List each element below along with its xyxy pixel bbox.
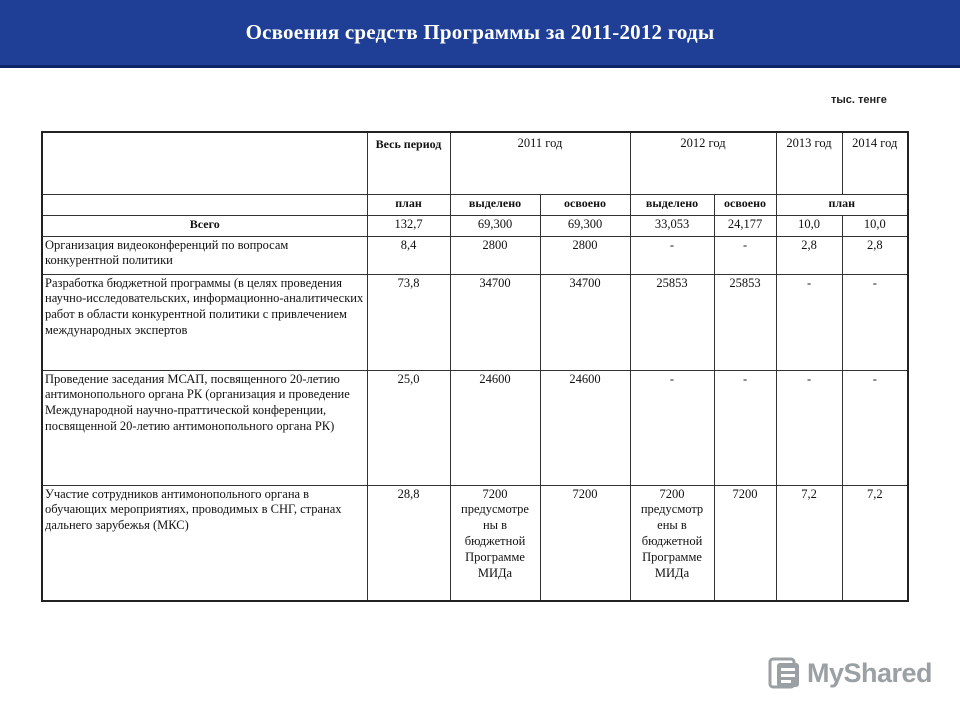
units-label: тыс. тенге [831,94,887,106]
cell-value: 24600 [540,370,630,485]
cell-value: - [842,274,908,370]
header-row [42,132,908,194]
cell-value: 28,8 [367,485,450,601]
cell-value: 2,8 [776,236,842,274]
cell-value: - [842,370,908,485]
cell-value: 69,300 [540,215,630,236]
cell-value: 25,0 [367,370,450,485]
table-row [42,274,908,370]
cell-value: 24600 [450,370,540,485]
row-label: Всего [42,215,367,236]
cell-value: 7200 [714,485,776,601]
cell-value: 24,177 [714,215,776,236]
myshared-logo-icon [768,656,802,690]
page-title: Освоения средств Программы за 2011-2012 годы [245,20,715,44]
cell-value: - [630,236,714,274]
subheader-cell: выделено [630,194,714,215]
cell-value: - [776,274,842,370]
row-label: Организация видеоконференций по вопросам конкурентной политики [42,236,367,274]
subheader-cell: выделено [450,194,540,215]
cell-value: 7200 предусмотре ны в бюджетной Программе МИДа [450,485,540,601]
myshared-logo[interactable] [768,656,932,690]
table-row [42,485,908,601]
header-2014: 2014 год [842,132,908,194]
budget-table [41,131,909,602]
cell-value: - [714,236,776,274]
header-whole-period: Весь период [367,132,450,194]
row-label: Участие сотрудников антимонопольного органа в обучающих мероприятиях, проводимых в СНГ, странах дальнего зарубежья (МКС) [42,485,367,601]
cell-value: 2800 [450,236,540,274]
cell-value: 25853 [714,274,776,370]
cell-value: 7,2 [842,485,908,601]
cell-value: 73,8 [367,274,450,370]
cell-value: 132,7 [367,215,450,236]
subheader-cell: освоено [714,194,776,215]
cell-value: 34700 [450,274,540,370]
cell-value: 2,8 [842,236,908,274]
subheader-row [42,194,908,215]
title-banner [0,0,960,68]
row-label: Разработка бюджетной программы (в целях проведения научно-исследовательских, информационно-аналитических работ в области конкурентной политики с привлечением международных экспертов [42,274,367,370]
header-2011: 2011 год [450,132,630,194]
cell-value: - [776,370,842,485]
subheader-cell: план [367,194,450,215]
cell-value: 25853 [630,274,714,370]
subheader-cell: освоено [540,194,630,215]
cell-value: 69,300 [450,215,540,236]
header-2012: 2012 год [630,132,776,194]
cell-value: 34700 [540,274,630,370]
cell-value: 7200 [540,485,630,601]
subheader-empty-cell [42,194,367,215]
table-row [42,236,908,274]
cell-value: - [630,370,714,485]
cell-value: 10,0 [776,215,842,236]
header-2013: 2013 год [776,132,842,194]
cell-value: 7200 предусмотр ены в бюджетной Программе МИДа [630,485,714,601]
table-row [42,215,908,236]
cell-value: 2800 [540,236,630,274]
subheader-cell: план [776,194,908,215]
row-label: Проведение заседания МСАП, посвященного 20-летию антимонопольного органа РК (организация и проведение Международной научно-праттической конференции, посвященной 20-летию антимонопольного органа РК) [42,370,367,485]
header-empty-cell [42,132,367,194]
table-row [42,370,908,485]
cell-value: 10,0 [842,215,908,236]
cell-value: 33,053 [630,215,714,236]
cell-value: - [714,370,776,485]
cell-value: 7,2 [776,485,842,601]
cell-value: 8,4 [367,236,450,274]
myshared-logo-text: MyShared [807,657,933,688]
